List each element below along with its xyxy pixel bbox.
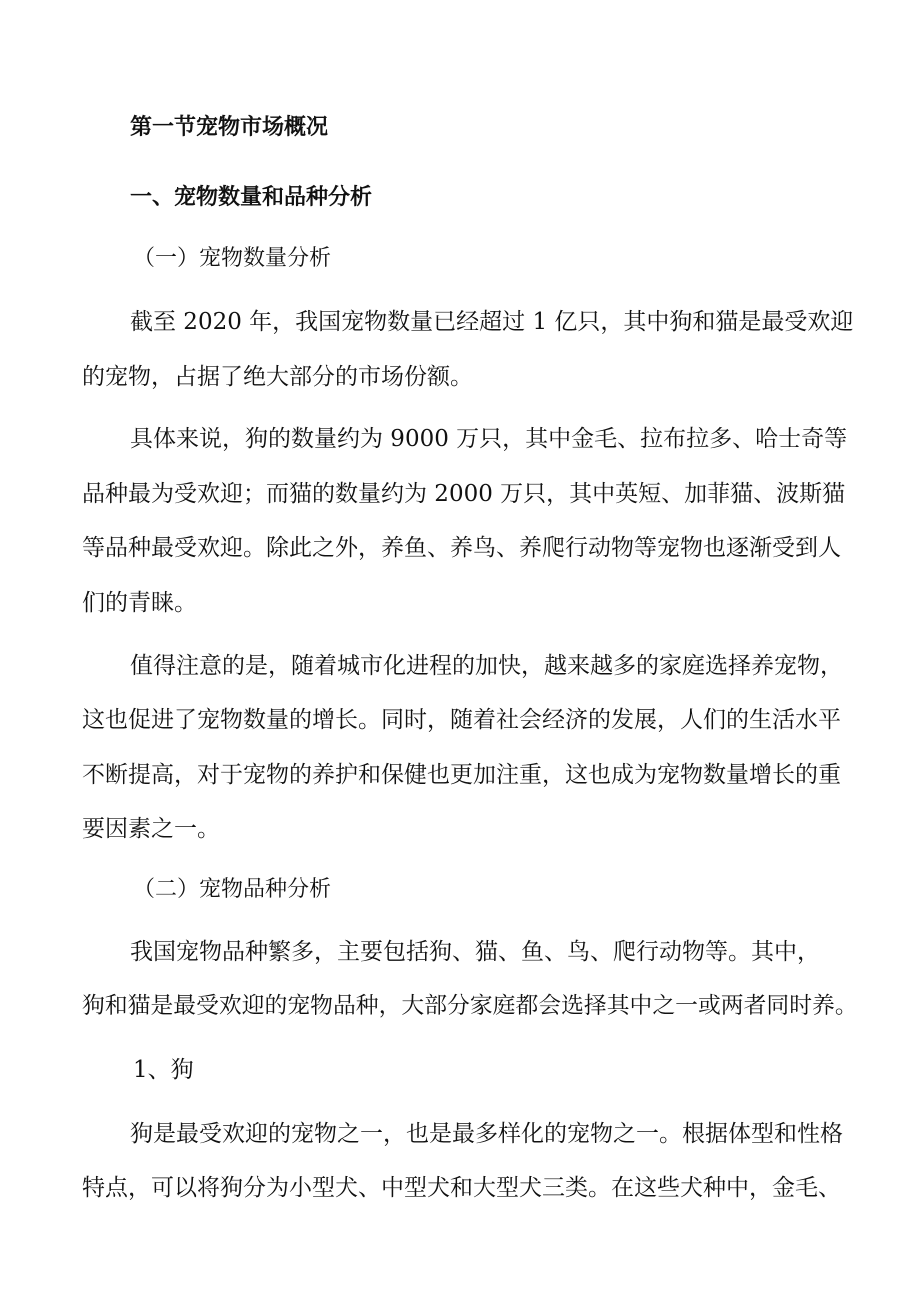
paragraph-line: 狗和猫是最受欢迎的宠物品种，大部分家庭都会选择其中之一或两者同时养。	[82, 993, 858, 1019]
section-heading: 第一节宠物市场概况	[130, 115, 329, 140]
paragraph-line: 我国宠物品种繁多，主要包括狗、猫、鱼、鸟、爬行动物等。其中，	[130, 939, 820, 965]
paragraph-line: 不断提高，对于宠物的养护和保健也更加注重，这也成为宠物数量增长的重	[82, 762, 841, 788]
paragraph-line: 值得注意的是，随着城市化进程的加快，越来越多的家庭选择养宠物，	[130, 653, 843, 679]
paragraph-line: 特点，可以将狗分为小型犬、中型犬和大型犬三类。在这些犬种中，金毛、	[82, 1175, 841, 1201]
paragraph-line: 的宠物，占据了绝大部分的市场份额。	[82, 364, 473, 390]
list-item-dog: 1、狗	[133, 1057, 194, 1083]
paragraph-line: 截至 2020 年，我国宠物数量已经超过 1 亿只，其中狗和猫是最受欢迎	[130, 309, 854, 335]
paragraph-line: 这也促进了宠物数量的增长。同时，随着社会经济的发展，人们的生活水平	[82, 707, 841, 733]
paragraph-line: 要因素之一。	[82, 816, 220, 842]
subheading-quantity: （一）宠物数量分析	[133, 246, 332, 271]
subheading-breeds: （二）宠物品种分析	[133, 877, 332, 902]
paragraph-line: 狗是最受欢迎的宠物之一，也是最多样化的宠物之一。根据体型和性格	[130, 1121, 843, 1147]
paragraph-line: 们的青睐。	[82, 590, 197, 616]
paragraph-line: 具体来说，狗的数量约为 9000 万只，其中金毛、拉布拉多、哈士奇等	[130, 426, 848, 452]
paragraph-line: 品种最为受欢迎；而猫的数量约为 2000 万只，其中英短、加菲猫、波斯猫	[82, 481, 846, 507]
heading-1: 一、宠物数量和品种分析	[130, 185, 373, 210]
paragraph-line: 等品种最受欢迎。除此之外，养鱼、养鸟、养爬行动物等宠物也逐渐受到人	[82, 535, 841, 561]
